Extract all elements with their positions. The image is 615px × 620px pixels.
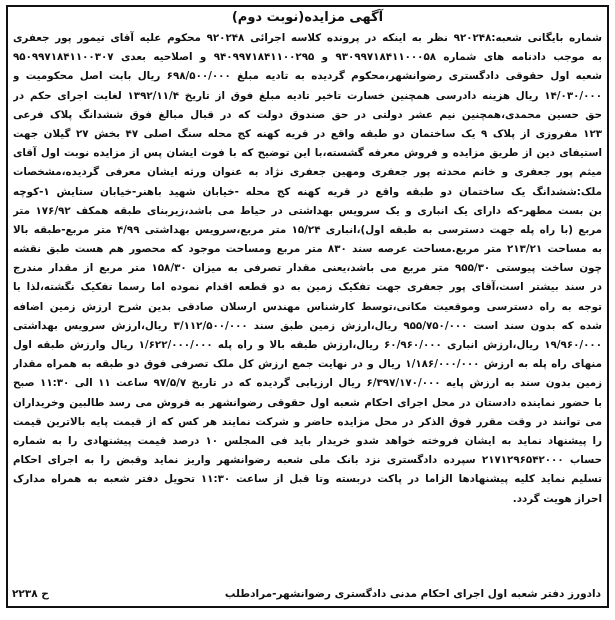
notice-line: زمین بدون سند به ارزش پایه ۶/۳۹۷/۱۷۰/۰۰۰ ریال ارزیابی گردیده که در تاریخ ۹۷/۵/۷ ساعت ۱۱ الی ۱۱:۳۰ صبح <box>13 377 602 390</box>
notice-line: در سند بیشتر است،آقای پور جعفری جهت تفکیک زمین به دو قطعه اقدام نموده اما رسما تفکیک نگشته،لذا با <box>13 281 602 294</box>
notice-line: حساب ۲۱۷۱۲۹۶۵۴۲۰۰۰ سپرده دادگستری نزد بانک ملی شعبه رضوانشهر واریز نماید وقبض را به اجرای احکام <box>13 454 602 467</box>
notice-line: تسلیم نماید کلیه پیشنهادها الزاما در پاکت دربسته وتا قبل از ساعت ۱۱:۳۰ تحویل دفتر شعبه به همراه مدارک <box>13 473 602 486</box>
notice-line: ملک:ششدانگ یک ساختمان دو طبقه واقع در قریه کهنه کج محله -خیابان شهید باهنر-خیابان ستایش ۱-کوچه <box>13 185 602 198</box>
notice-line: میثم پور جعفری و خانم محدثه پور جعفری ومهین جعفری نژاد به عنوان ورثه ایشان معرفی گردیده،مشخصات <box>13 166 602 179</box>
notice-line: شماره بایگانی شعبه:۹۲۰۲۴۸ نظر به اینکه در پرونده کلاسه اجرائی ۹۲۰۲۴۸ محکوم علیه آقای تیمور پور جعفری <box>13 32 602 44</box>
notice-line: مربع (با راه پله جهت دسترسی به طبقه اول)،انباری ۱۵/۲۴ متر مربع،سرویس بهداشتی ۴/۹۹ متر مربع-طبقه بالا <box>13 223 602 236</box>
notice-line: شده که بدون سند است ۹۵۵/۷۵۰/۰۰۰ ریال،ارزش زمین طبق سند ۳/۱۱۲/۵۰۰/۰۰۰ ریال،ارزش سرویس بهداشتی <box>13 319 602 332</box>
notice-line: حق حسین محمدی،همچنین نیم عشر دولتی در حق صندوق دولت که در قبال مبالغ فوق ششدانگ پلاک فرعی <box>13 108 602 121</box>
notice-line: شعبه اول حقوقی دادگستری رضوانشهر،محکوم گردیده به تادیه مبلغ ۶۹۸/۵۰۰/۰۰۰ ریال بابت اصل محکومیت و <box>13 70 602 83</box>
notice-line: منهای راه پله به ارزش ۱/۱۸۶/۰۰۰/۰۰۰ ریال و در نهایت جمع ارزش کل ملک تصرفی فوق دو طبقه به همراه مقدار <box>13 358 602 371</box>
notice-title: آگهی مزایده(نوبت دوم) <box>231 10 384 25</box>
notice-line: بن بست مطهر-که دارای یک انباری و یک سرویس بهداشتی در حیاط می باشد،زیربنای طبقه همکف ۱۷۶/۹۲ متر <box>13 204 602 217</box>
auction-notice <box>6 5 609 608</box>
notice-line: ۱۲۳ مفروزی از پلاک ۹ یک ساختمان دو طبقه واقع در قریه کهنه کج محله سنگ اصلی ۴۷ بخش ۲۷ گیلان جهت <box>13 127 602 140</box>
notice-line: ۱۹/۹۶۰/۰۰۰ ریال،ارزش انباری ۶۰/۹۶۰/۰۰۰ ریال،ارزش طبقه بالا و راه پله ۱/۶۲۲/۰۰۰/۰۰۰ ریال وارزش طبقه اول <box>13 339 602 351</box>
notice-line: به موجب دادنامه های شماره ۹۳۰۹۹۷۱۸۴۱۱۰۰۰۵۸ و ۹۴۰۹۹۷۱۸۴۱۱۰۰۲۹۵ و اصلاحیه بعدی ۹۵۰۹۹۷۱۸۴۱۱۰۰۳۰۷ <box>13 51 602 64</box>
notice-footer <box>12 583 601 605</box>
footer-signature: دادورز دفتر شعبه اول اجرای احکام مدنی دادگستری رضوانشهر-مرادطلب <box>224 588 601 600</box>
notice-line: توجه به راه دسترسی وموقعیت مکانی،توسط کارشناس مهندس ارسلان صادقی بدین شرح ارزش زمین اضافه <box>13 300 602 313</box>
notice-line: چون ساخت پیوستی ۹۵۵/۳۰ متر مربع می باشد،یعنی مقدار تصرفی به میزان ۱۵۸/۳۰ متر مربع از مقدار مندرج <box>13 262 602 275</box>
footer-code: ح ۲۲۳۸ <box>12 588 49 600</box>
notice-line: با حضور نماینده دادستان در محل اجرای احکام شعبه اول حقوقی رضوانشهر به فروش می رسد طالبین وخریداران <box>13 396 602 409</box>
notice-line: ۱۴/۰۳۰/۰۰۰ ریال هزینه دادرسی همچنین خسارت تاخیر تادیه مبلغ فوق از تاریخ ۱۳۹۲/۱۱/۴ لغایت اجرای حکم در <box>13 89 602 102</box>
notice-line: احراز هویت گردد. <box>512 492 602 505</box>
notice-body <box>8 29 607 509</box>
notice-line: استیفای دین از طریق مزایده و فروش معرفه گشسته،با این توضیح که با فوت ایشان پس از مزایده نوبت اول آقای <box>13 147 602 160</box>
notice-line: را پیشنهاد نماید به ایشان فروخته خواهد شدو خریدار باید فی المجلس ۱۰ درصد قیمت پیشنهادی را به شماره <box>13 434 602 447</box>
notice-line: به مساحت ۲۱۳/۲۱ متر مربع.مساحت عرصه سند ۸۳۰ متر مربع ومساحت موجود که محصور هم هست طبق نقشه <box>13 243 602 256</box>
notice-line: می توانند در وقت مقرر فوق الذکر در محل مزایده حاضر و شرکت نمایند هر کس که از قیمت پایه بالاترین قیمت <box>13 415 602 428</box>
